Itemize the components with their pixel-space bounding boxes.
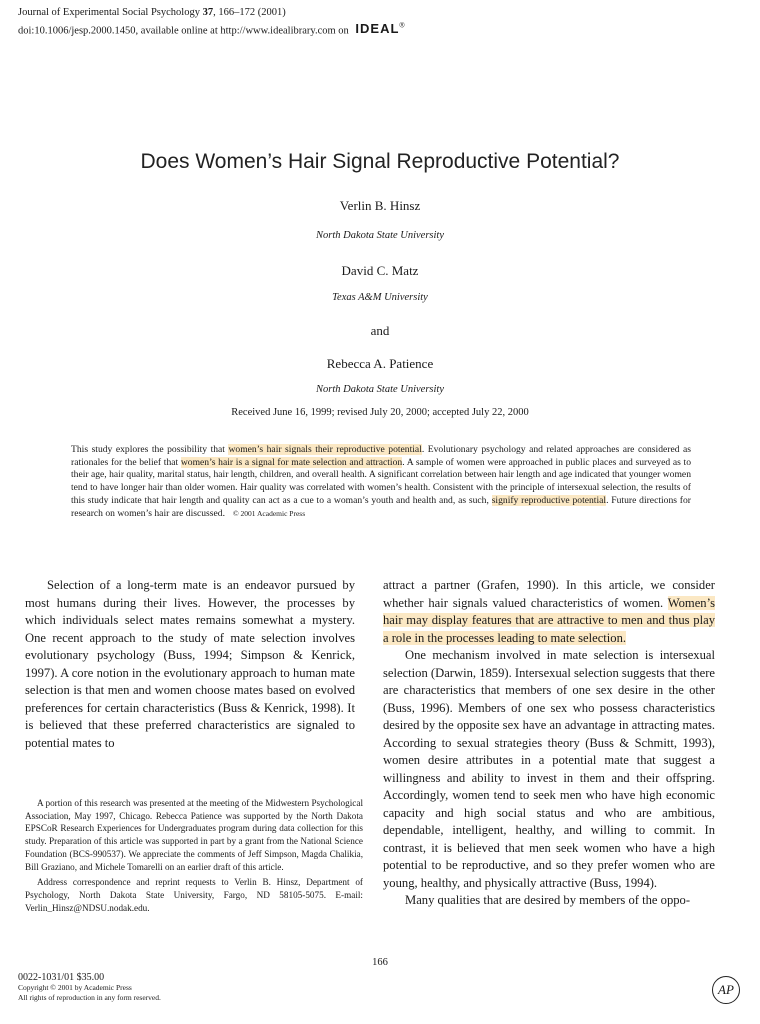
footnotes — [25, 797, 363, 917]
journal-volume: 37 — [202, 7, 214, 18]
author-affiliation: North Dakota State University — [315, 384, 445, 395]
rights-line: All rights of reproduction in any form reserved. — [18, 993, 161, 1002]
highlight: women’s hair signals their reproductive potential — [228, 444, 422, 455]
paragraph: One mechanism involved in mate selection is intersexual selection (Darwin, 1859). Intersexual selection suggests that there are characteristics that members of one sex desire in the other (Buss, 1996). Members of one sex who possess characteristics desired by the opposite sex have an advantage in attracting mates. According to sexual strategies theory (Buss & Schmitt, 1993), women desire attributes in a potential mate that suggest a willingness and ability to invest in them and their offspring. Accordingly, women tend to seek men who have high economic capacity and high social status and who are ambitious, dependable, intelligent, healthy, and willing to commit. In contrast, it is believed that men seek women who have a high potential to be reproductive, and so they prefer women who are young, healthy, and physically attractive (Buss, 1994). — [383, 648, 715, 890]
abstract-copyright: © 2001 Academic Press — [232, 508, 306, 518]
highlight: signify reproductive potential — [491, 494, 607, 506]
author-name: David C. Matz — [341, 263, 419, 278]
footnote: A portion of this research was presented at the meeting of the Midwestern Psychological Association, May 1997, Chicago. Rebecca Patience was supported by the North Dakota EPSCoR Research Experiences for Undergraduates program during data collection for this study. Preparation of this article was supported in part by a grant from the National Science Foundation (BCS-990537). We appreciate the comments of Jeff Simpson, Magda Chalikia, Bill Graziano, and Michele Tomarelli on an earlier draft of this article. — [25, 798, 363, 872]
paragraph: attract a partner (Grafen, 1990). In this article, we consider whether hair signals valued characteristics of women. Women’s hair may display features that are attractive to men and thus play a role in the processes leading to mate selection. — [383, 578, 715, 645]
journal-citation: Journal of Experimental Social Psychology 37, 166–172 (2001) — [18, 7, 286, 18]
journal-header — [18, 6, 406, 38]
academic-press-logo: AP — [712, 976, 740, 1004]
issn-price: 0022-1031/01 $35.00 — [18, 972, 105, 983]
publication-info — [18, 972, 161, 1003]
author-name: Verlin B. Hinsz — [339, 198, 421, 213]
body-right-column — [383, 577, 715, 910]
abstract: This study explores the possibility that women’s hair signals their reproductive potential. Evolutionary psychology and related approaches are considered as rationales for the belief that women’s hair is a signal for mate selection and attraction. A sample of women were approached in public places and surveyed as to their age, hair quality, marital status, hair length, children, and overall health. A significant correlation between hair length and age indicated that younger women tend to have longer hair than older women. Hair quality was correlated with women’s health. Consistent with the principle of intersexual selection, the results of this study indicate that hair length and quality can act as a cue to a woman’s youth and health and, as such, signify reproductive potential. Future directions for research on women’s hair are discussed. © 2001 Academic Press — [71, 444, 691, 519]
author-affiliation: Texas A&M University — [332, 292, 428, 303]
author-separator: and — [370, 323, 390, 338]
paragraph: Many qualities that are desired by members of the oppo- — [405, 893, 691, 907]
body-left-column — [25, 577, 355, 752]
highlight: Women’s hair may display features that are attractive to men and thus play a role in the processes leading to mate selection. — [383, 595, 715, 645]
copyright-line: Copyright © 2001 by Academic Press — [18, 983, 132, 992]
author-name: Rebecca A. Patience — [326, 356, 434, 371]
page-number: 166 — [372, 957, 388, 968]
ideal-logo: IDEAL® — [355, 21, 406, 37]
highlight: women’s hair is a signal for mate selection and attraction — [180, 456, 403, 468]
received-dates: Received June 16, 1999; revised July 20, 2000; accepted July 22, 2000 — [231, 407, 529, 418]
paragraph: Selection of a long-term mate is an endeavor pursued by most humans during their lives. However, the processes by which individuals select mates remains somewhat a mystery. One recent approach to the study of mate selection involves evolutionary psychology (Buss, 1994; Simpson & Kenrick, 1997). A core notion in the evolutionary approach to human mate selection is that men and women choose mates based on evolved preferences for certain characteristics (Buss & Kenrick, 1998). It is believed that these preferred characteristics are signaled to potential mates to — [25, 578, 355, 750]
footnote: Address correspondence and reprint requests to Verlin B. Hinsz, Department of Psychology, North Dakota State University, Fargo, ND 58105-5075. E-mail: Verlin_Hinsz@NDSU.nodak.edu. — [25, 877, 363, 913]
doi-line: doi:10.1006/jesp.2000.1450, available online at http://www.idealibrary.com on IDEAL® — [18, 21, 406, 37]
paper-title: Does Women’s Hair Signal Reproductive Potential? — [140, 150, 620, 173]
author-affiliation: North Dakota State University — [315, 230, 445, 241]
